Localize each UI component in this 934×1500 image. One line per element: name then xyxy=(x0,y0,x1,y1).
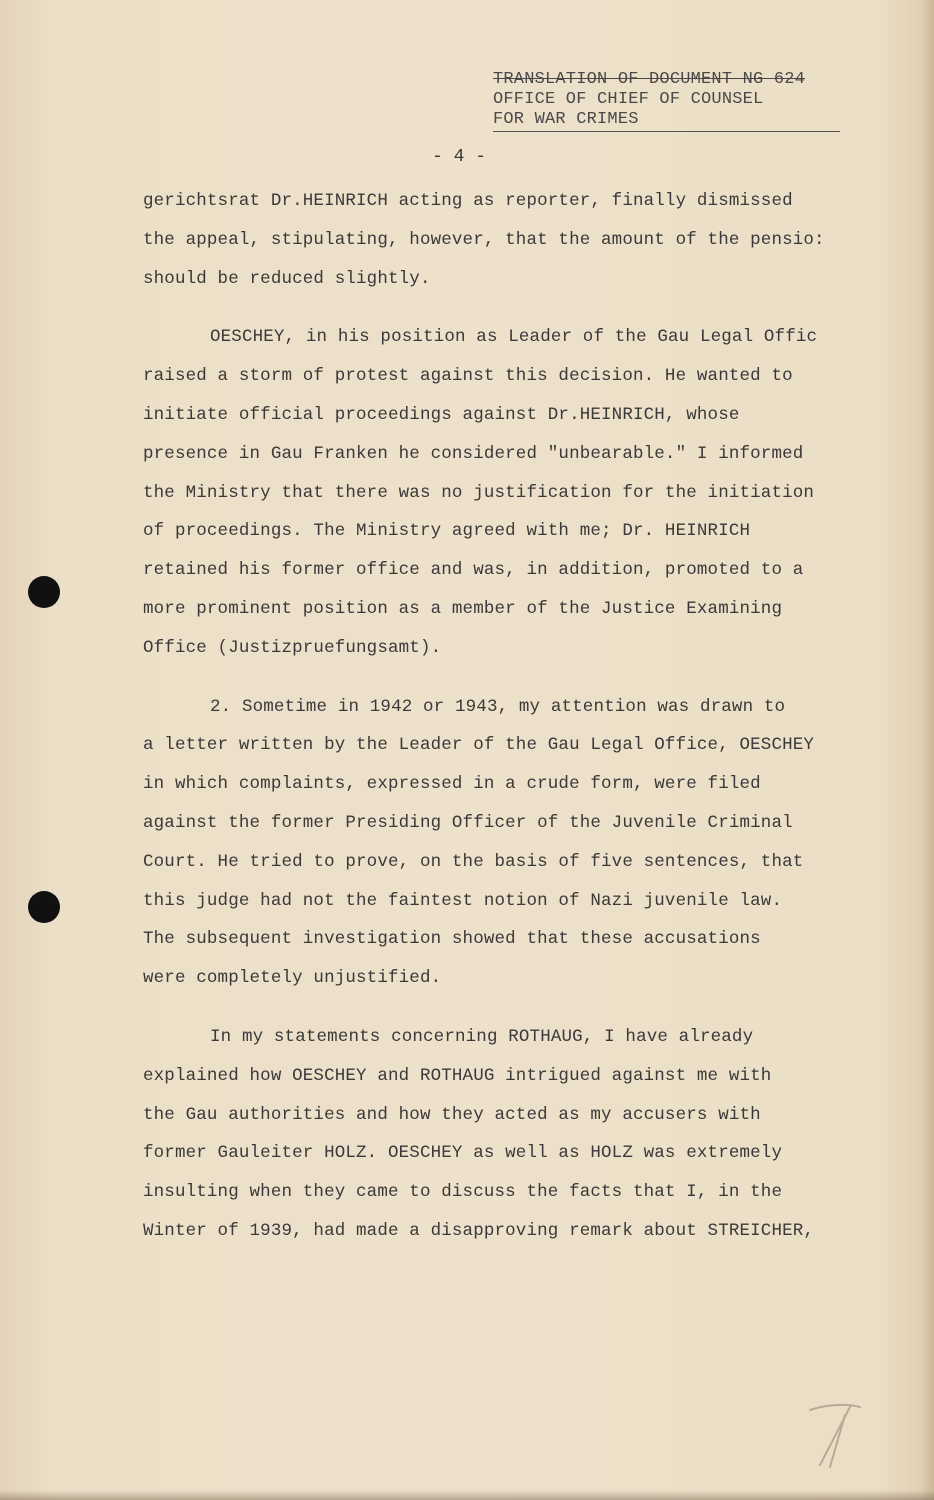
page-number: - 4 - xyxy=(432,147,487,167)
header-underline xyxy=(493,131,840,132)
text-line: The subsequent investigation showed that these accusations xyxy=(143,929,761,950)
paragraph-gap xyxy=(143,668,883,688)
text-line: Court. He tried to prove, on the basis of five sentences, that xyxy=(143,851,804,872)
text-line: explained how OESCHEY and ROTHAUG intrigued against me with xyxy=(143,1065,772,1086)
paragraph-gap xyxy=(143,998,883,1018)
text-line: 2. Sometime in 1942 or 1943, my attention was drawn to xyxy=(210,696,786,717)
text-line: raised a storm of protest against this decision. He wanted to xyxy=(143,366,793,387)
header-line-3: FOR WAR CRIMES xyxy=(493,110,639,129)
header-line-1: TRANSLATION OF DOCUMENT NG 624 xyxy=(493,70,806,89)
page-edge-shadow xyxy=(920,0,934,1500)
text-line: presence in Gau Franken he considered "unbearable." I informed xyxy=(143,443,804,464)
text-line: this judge had not the faintest notion of Nazi juvenile law. xyxy=(143,890,783,911)
text-line: should be reduced slightly. xyxy=(143,268,431,289)
text-line: a letter written by the Leader of the Gau Legal Office, OESCHEY xyxy=(143,735,815,756)
page-bottom-shadow xyxy=(0,1490,934,1500)
body-text xyxy=(143,182,883,1251)
text-line: gerichtsrat Dr.HEINRICH acting as reporter, finally dismissed xyxy=(143,191,793,211)
text-line: more prominent position as a member of the Justice Examining xyxy=(143,598,783,619)
text-line: former Gauleiter HOLZ. OESCHEY as well as HOLZ was extremely xyxy=(143,1143,783,1164)
text-line: the Gau authorities and how they acted as my accusers with xyxy=(143,1104,761,1125)
text-line: were completely unjustified. xyxy=(143,968,442,989)
text-line: of proceedings. The Ministry agreed with me; Dr. HEINRICH xyxy=(143,521,751,542)
text-line: the appeal, stipulating, however, that the amount of the pensio: xyxy=(143,229,825,250)
text-line: in which complaints, expressed in a crude form, were filed xyxy=(143,774,761,795)
document-header xyxy=(493,70,840,132)
text-line: Winter of 1939, had made a disapproving remark about STREICHER, xyxy=(143,1220,815,1241)
text-line: In my statements concerning ROTHAUG, I have already xyxy=(210,1026,754,1047)
text-line: against the former Presiding Officer of the Juvenile Criminal xyxy=(143,812,793,833)
text-line: initiate official proceedings against Dr.HEINRICH, whose xyxy=(143,404,740,425)
paragraph-gap xyxy=(143,298,883,318)
text-line: Office (Justizpruefungsamt). xyxy=(143,637,442,658)
header-line-2: OFFICE OF CHIEF OF COUNSEL xyxy=(493,90,764,109)
text-line: retained his former office and was, in addition, promoted to a xyxy=(143,560,804,581)
punch-hole-top xyxy=(28,576,60,608)
punch-hole-bottom xyxy=(28,891,60,923)
text-line: the Ministry that there was no justification for the initiation xyxy=(143,482,815,503)
text-line: OESCHEY, in his position as Leader of the Gau Legal Offic xyxy=(210,327,818,348)
text-line: insulting when they came to discuss the facts that I, in the xyxy=(143,1182,783,1203)
pencil-annotation xyxy=(790,1395,880,1475)
